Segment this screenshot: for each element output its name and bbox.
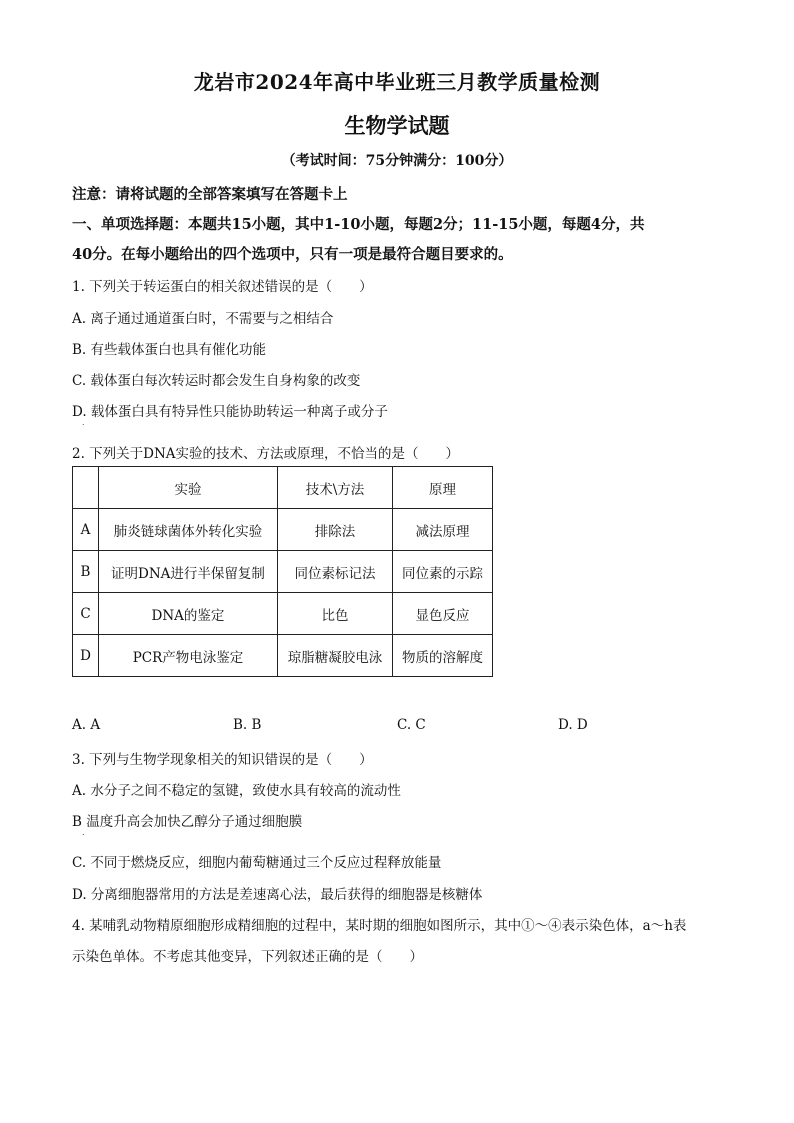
table-cell: DNA的鉴定 [99, 593, 278, 635]
scan-mark: . [82, 828, 85, 837]
table-row [73, 635, 493, 677]
table-header-cell: 原理 [393, 467, 493, 509]
scan-mark: . [82, 418, 85, 427]
table-cell: 琼脂糖凝胶电泳 [278, 635, 393, 677]
table-cell: D [73, 635, 99, 677]
table-header-row [73, 467, 493, 509]
exam-info: （考试时间：75分钟满分：100分） [281, 153, 513, 169]
question-2-choice-b: B. B [233, 717, 262, 733]
table-header-cell [73, 467, 99, 509]
question-4-stem-line1: 4. 某哺乳动物精原细胞形成精细胞的过程中，某时期的细胞如图所示，其中①～④表示染色体，a～h表 [72, 918, 687, 934]
table-cell: C [73, 593, 99, 635]
question-3-stem: 3. 下列与生物学现象相关的知识错误的是（ ） [72, 752, 373, 768]
table-cell: B [73, 551, 99, 593]
section-instructions-line2: 40分。在每小题给出的四个选项中，只有一项是最符合题目要求的。 [72, 246, 513, 263]
table-cell: 减法原理 [393, 509, 493, 551]
question-1-option-a: A. 离子通过通道蛋白时，不需要与之相结合 [72, 311, 334, 327]
table-cell: 肺炎链球菌体外转化实验 [99, 509, 278, 551]
question-1-option-b: B. 有些载体蛋白也具有催化功能 [72, 342, 267, 358]
question-2-choice-d: D. D [558, 717, 588, 733]
notice: 注意：请将试题的全部答案填写在答题卡上 [72, 186, 348, 203]
question-1-stem: 1. 下列关于转运蛋白的相关叙述错误的是（ ） [72, 279, 373, 295]
table-row [73, 509, 493, 551]
question-3-option-d: D. 分离细胞器常用的方法是差速离心法，最后获得的细胞器是核糖体 [72, 887, 483, 903]
section-instructions-line1: 一、单项选择题：本题共15小题，其中1-10小题，每题2分；11-15小题，每题4分，共 [72, 216, 645, 233]
table-cell: 同位素标记法 [278, 551, 393, 593]
table-cell: 排除法 [278, 509, 393, 551]
subject-title: 生物学试题 [344, 113, 450, 138]
question-2-choice-a: A. A [72, 717, 101, 733]
question-3-option-c: C. 不同于燃烧反应，细胞内葡萄糖通过三个反应过程释放能量 [72, 855, 442, 871]
table-cell: 物质的溶解度 [393, 635, 493, 677]
table-row [73, 593, 493, 635]
question-4-stem-line2: 示染色单体。不考虑其他变异，下列叙述正确的是（ ） [72, 949, 423, 965]
question-2-stem: 2. 下列关于DNA实验的技术、方法或原理，不恰当的是（ ） [72, 446, 460, 462]
table-cell: 同位素的示踪 [393, 551, 493, 593]
table-header-cell: 技术\方法 [278, 467, 393, 509]
table-row [73, 551, 493, 593]
exam-title: 龙岩市2024年高中毕业班三月教学质量检测 [193, 70, 601, 94]
question-1-option-d: D. 载体蛋白具有特异性只能协助转运一种离子或分子 [72, 404, 388, 420]
question-3-option-a: A. 水分子之间不稳定的氢键，致使水具有较高的流动性 [72, 783, 401, 799]
question-2-choice-c: C. C [397, 717, 426, 733]
experiment-table [72, 466, 493, 677]
table-cell: 比色 [278, 593, 393, 635]
table-header-cell: 实验 [99, 467, 278, 509]
question-3-option-b: B 温度升高会加快乙醇分子通过细胞膜 [72, 814, 303, 830]
table-cell: A [73, 509, 99, 551]
table-cell: 显色反应 [393, 593, 493, 635]
question-1-option-c: C. 载体蛋白每次转运时都会发生自身构象的改变 [72, 373, 361, 389]
table-cell: PCR产物电泳鉴定 [99, 635, 278, 677]
table-cell: 证明DNA进行半保留复制 [99, 551, 278, 593]
